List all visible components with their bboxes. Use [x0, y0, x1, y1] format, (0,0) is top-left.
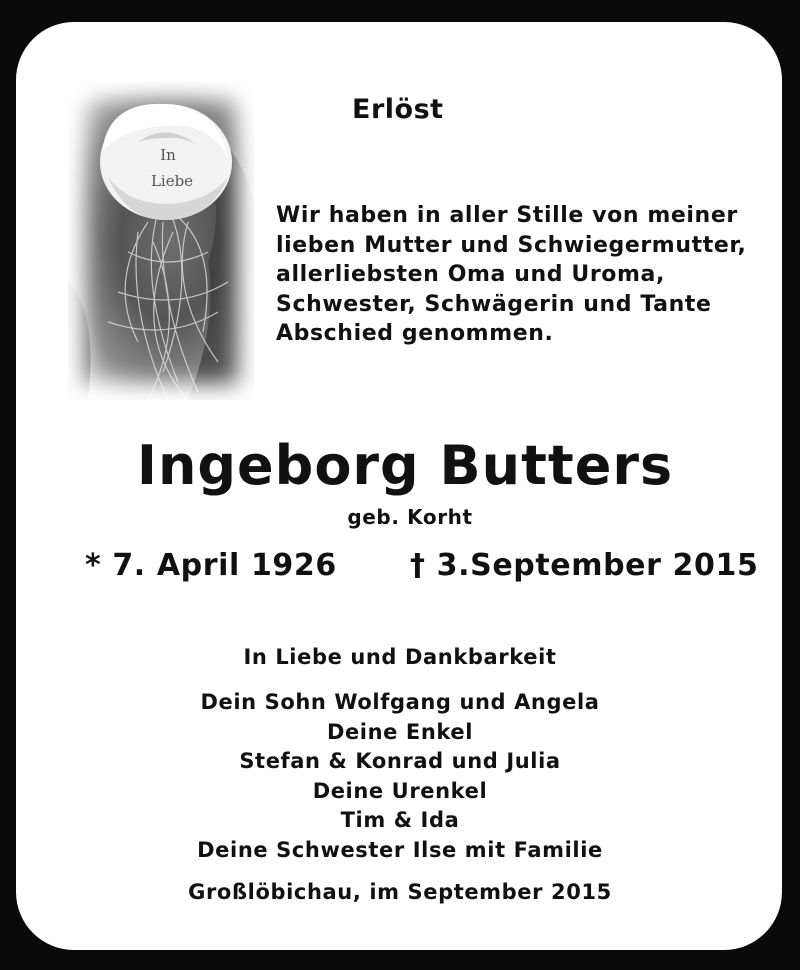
dedication-line: In Liebe und Dankbarkeit [243, 645, 557, 669]
mourner-line: Stefan & Konrad und Julia [239, 749, 561, 774]
place-date-line: Großlöbichau, im September 2015 [188, 880, 612, 904]
deceased-name: Ingeborg Butters [136, 434, 674, 497]
mourner-line: Deine Urenkel [312, 778, 488, 803]
intro-text [276, 201, 756, 349]
rose-icon [68, 82, 254, 400]
death-date: † 3.September 2015 [410, 548, 759, 583]
mourner-line: Deine Enkel [326, 719, 474, 744]
maiden-name: geb. Korht [347, 505, 473, 529]
intro-line: lieben Mutter und Schwiegermutter, [276, 232, 747, 258]
mourner-line: Dein Sohn Wolfgang und Angela [200, 690, 600, 714]
birth-date: * 7. April 1926 [85, 548, 337, 583]
intro-line: allerliebsten Oma und Uroma, [276, 262, 665, 287]
intro-line: Schwester, Schwägerin und Tante [276, 291, 712, 317]
intro-line: Wir haben in aller Stille von meiner [276, 203, 738, 228]
rose-inscription-1: In [160, 146, 176, 164]
mourners-list [0, 688, 800, 866]
mourner-line: Deine Schwester Ilse mit Familie [197, 837, 603, 862]
intro-line: Abschied genommen. [276, 321, 554, 346]
rose-photo [68, 82, 254, 400]
rose-inscription-2: Liebe [150, 172, 194, 190]
mourner-line: Tim & Ida [340, 808, 460, 833]
notice-heading: Erlöst [352, 94, 444, 125]
